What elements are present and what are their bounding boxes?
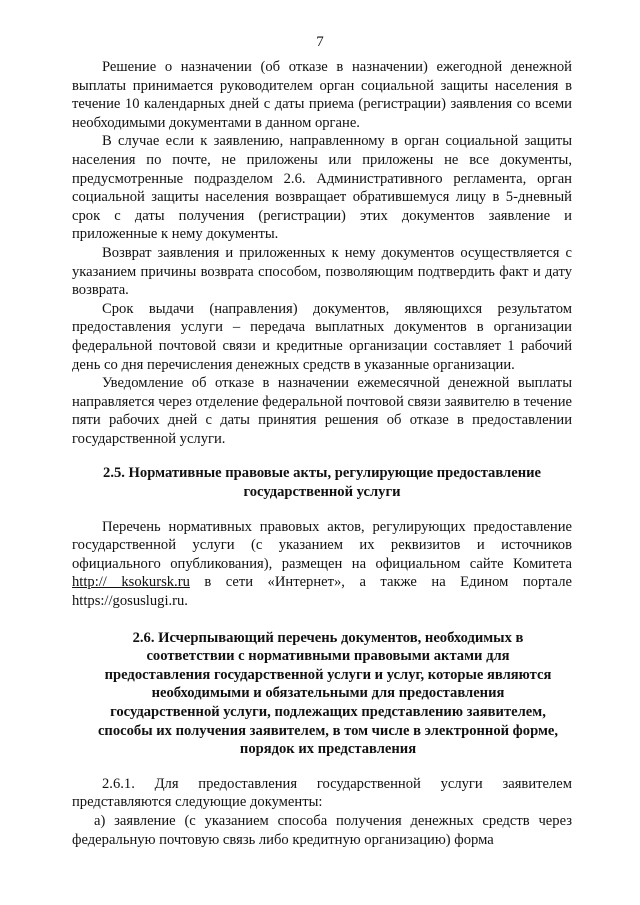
- paragraph-mail-return: В случае если к заявлению, направленному в орган социальной защиты населения по почте, не приложены или приложены не все документы, предусмотренные подразделом 2.6. Административного регламента, орган социальной защиты населения возвращает обратившемуся лицу в 5-дневный срок с даты получения (регистрации) этих документов заявление и приложенные к нему документы.: [72, 133, 572, 243]
- section-2-5-heading: [72, 464, 572, 501]
- section-2-5-heading-line-1: 2.5. Нормативные правовые акты, регулирующие предоставление: [103, 465, 541, 482]
- paragraph-refusal-notice: Уведомление об отказе в назначении ежемесячной денежной выплаты направляется через отделение федеральной почтовой связи заявителю в течение пяти рабочих дней с даты принятия решения об отказе в предоставлении государственной услуги.: [72, 375, 572, 447]
- section-2-6-heading-line-2: соответствии с нормативными правовыми актами для: [146, 648, 510, 665]
- legal-acts-text-end: в сети «Интернет», а также на Едином портале https://gosuslugi.ru.: [72, 574, 572, 610]
- section-2-6-heading-line-3: предоставления государственной услуги и услуг, которые являются: [104, 666, 552, 683]
- page-number: 7: [316, 34, 324, 50]
- section-2-6-heading-line-4: необходимыми и обязательными для предоставления: [151, 685, 505, 702]
- committee-site-link[interactable]: http:// ksokursk.ru: [72, 574, 190, 591]
- paragraph-issue-term: Срок выдачи (направления) документов, являющихся результатом предоставления услуги – передача выплатных документов в организации федеральной почтовой связи и кредитные организации составляет 1 рабочий день со дня перечисления денежных средств в указанные организации.: [72, 300, 572, 373]
- section-2-6-heading-line-7: порядок их представления: [239, 741, 417, 758]
- section-2-6-heading-line-6: способы их получения заявителем, в том числе в электронной форме,: [97, 722, 559, 739]
- legal-acts-text-start: Перечень нормативных правовых актов, регулирующих предоставление государственной услуги (с указанием их реквизитов и источников официального опубликования), размещен на официальном сайте Комитета: [72, 518, 572, 572]
- paragraph-item-a: а) заявление (с указанием способа получения денежных средств через федеральную почтовую связь либо кредитную организацию) форма: [72, 812, 572, 848]
- section-2-6-heading-line-1: 2.6. Исчерпывающий перечень документов, необходимых в: [132, 629, 524, 646]
- section-2-6-heading: [72, 629, 572, 759]
- section-2-6-heading-line-5: государственной услуги, подлежащих представлению заявителем,: [110, 704, 546, 720]
- paragraph-return-method: Возврат заявления и приложенных к нему документов осуществляется с указанием причины возврата способом, позволяющим подтвердить факт и дату возврата.: [72, 244, 572, 299]
- paragraph-legal-acts-list: [72, 518, 572, 611]
- document-body: [72, 58, 572, 849]
- paragraph-decision-term: Решение о назначении (об отказе в назначении) ежегодной денежной выплаты принимается руководителем орган социальной защиты населения в течение 10 календарных дней с даты приема (регистрации) заявления со всеми необходимыми документами в данном органе.: [72, 59, 572, 131]
- section-2-5-heading-line-2: государственной услуги: [243, 484, 401, 501]
- paragraph-2-6-1: 2.6.1. Для предоставления государственной услуги заявителем представляются следующие документы:: [72, 775, 572, 811]
